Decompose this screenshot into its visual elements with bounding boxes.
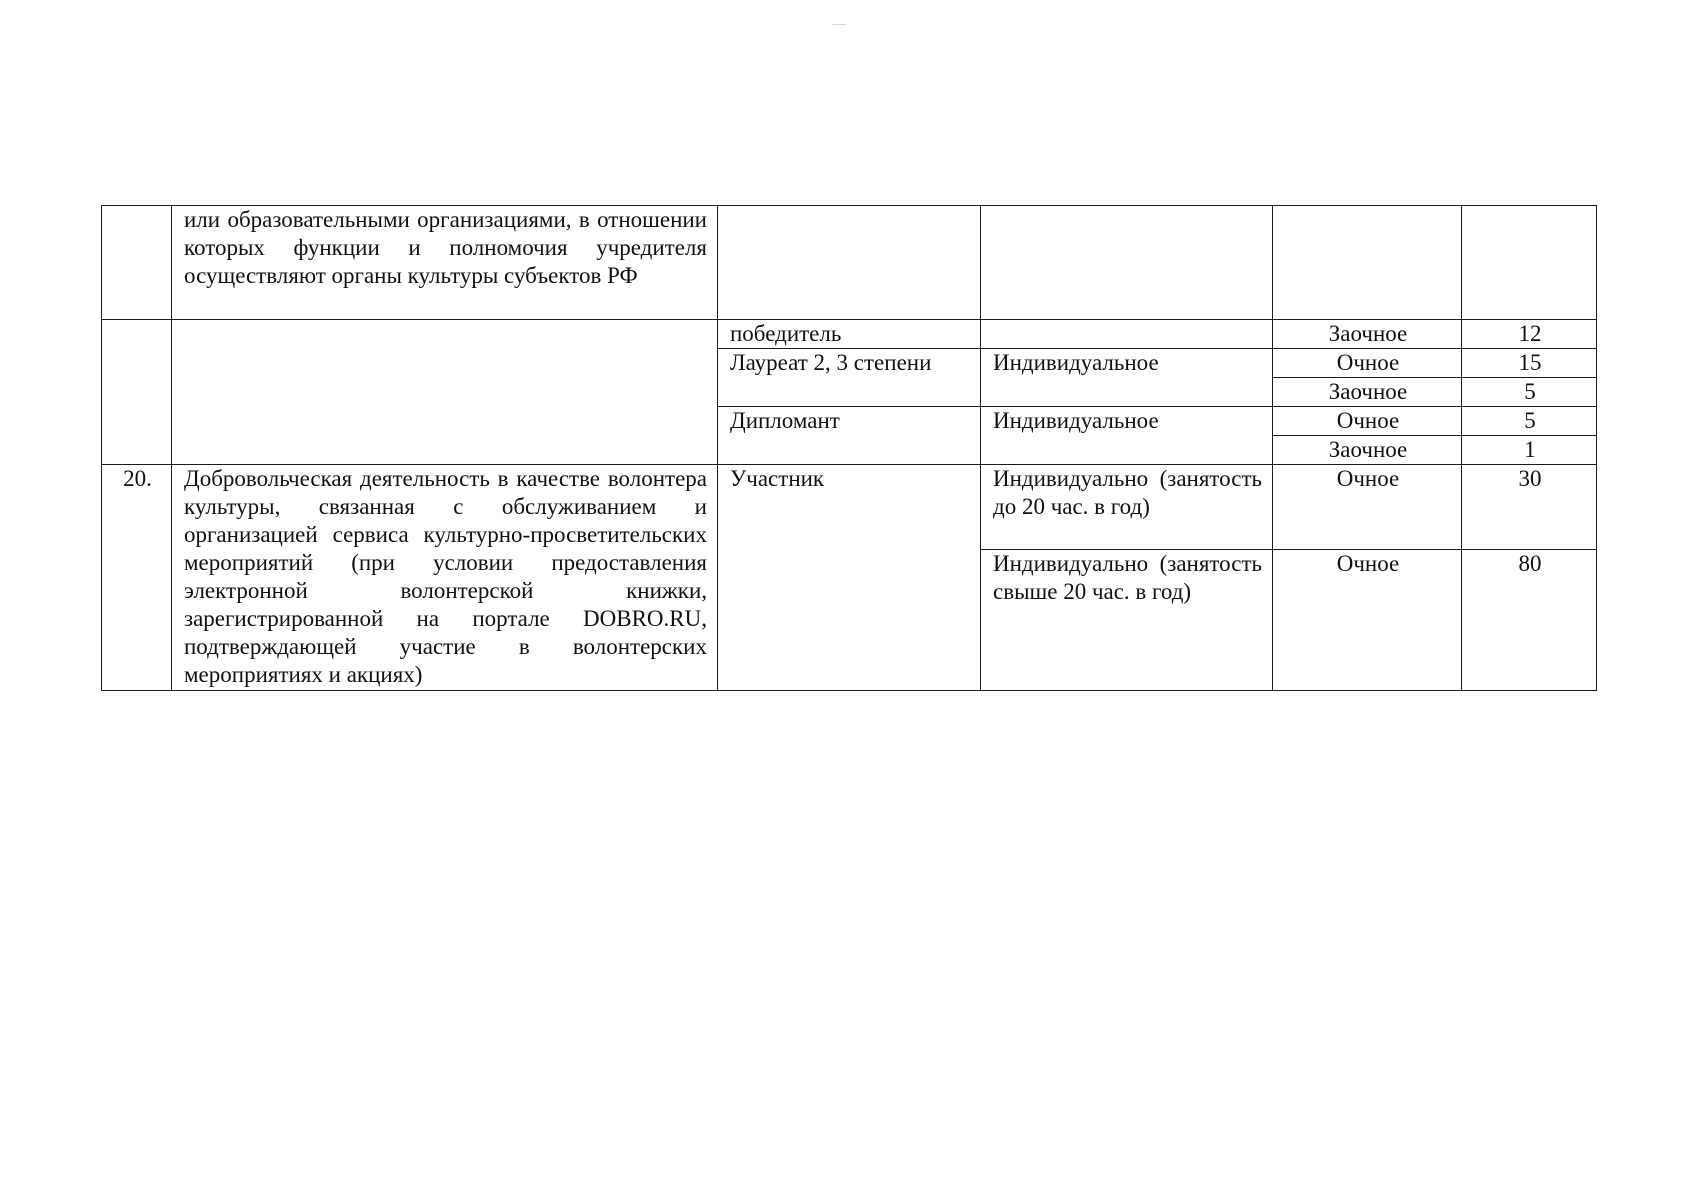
participation-form-cell: Очное: [1273, 349, 1462, 378]
participation-form-cell: Очное: [1273, 407, 1462, 436]
participation-type-cell: Индивидуальное: [981, 407, 1273, 465]
activity-description-cell: или образовательными организациями, в отношении которых функции и полномочия учредителя осуществляют органы культуры субъектов РФ: [172, 206, 718, 320]
result-cell: [718, 206, 981, 320]
participation-form-cell: Очное: [1273, 465, 1462, 550]
row-number-cell: 20.: [102, 465, 172, 691]
participation-type-cell: [981, 206, 1273, 320]
participation-form-cell: Заочное: [1273, 436, 1462, 465]
result-cell: Участник: [718, 465, 981, 691]
participation-type-cell: [981, 320, 1273, 349]
participation-type-cell: Индивидуально (занятость до 20 час. в год): [981, 465, 1273, 550]
activity-description-cell: Добровольческая деятельность в качестве волонтера культуры, связанная с обслуживанием и организацией сервиса культурно-просветительских мероприятий (при условии предоставления электронной волонтерской книжки, зарегистрированной на портале DOBRO.RU, подтверждающей участие в волонтерских мероприятиях и акциях): [172, 465, 718, 691]
table-row-continuation: [102, 206, 1597, 320]
activity-description-cell: [172, 320, 718, 465]
points-cell: 12: [1462, 320, 1597, 349]
row-number-cell: [102, 206, 172, 320]
row-number-cell: [102, 320, 172, 465]
scan-artifact: [832, 24, 846, 25]
participation-type-cell: Индивидуально (занятость свыше 20 час. в год): [981, 550, 1273, 691]
result-cell: победитель: [718, 320, 981, 349]
points-cell: 30: [1462, 465, 1597, 550]
points-table: [101, 205, 1597, 691]
points-cell: 1: [1462, 436, 1597, 465]
points-cell: 5: [1462, 407, 1597, 436]
points-cell: [1462, 206, 1597, 320]
points-cell: 80: [1462, 550, 1597, 691]
table-row-pobeditel: [102, 320, 1597, 349]
participation-form-cell: [1273, 206, 1462, 320]
result-cell: Лауреат 2, 3 степени: [718, 349, 981, 407]
table-row-20-a: [102, 465, 1597, 550]
participation-form-cell: Очное: [1273, 550, 1462, 691]
participation-form-cell: Заочное: [1273, 378, 1462, 407]
participation-type-cell: Индивидуальное: [981, 349, 1273, 407]
result-cell: Дипломант: [718, 407, 981, 465]
participation-form-cell: Заочное: [1273, 320, 1462, 349]
points-cell: 5: [1462, 378, 1597, 407]
points-cell: 15: [1462, 349, 1597, 378]
